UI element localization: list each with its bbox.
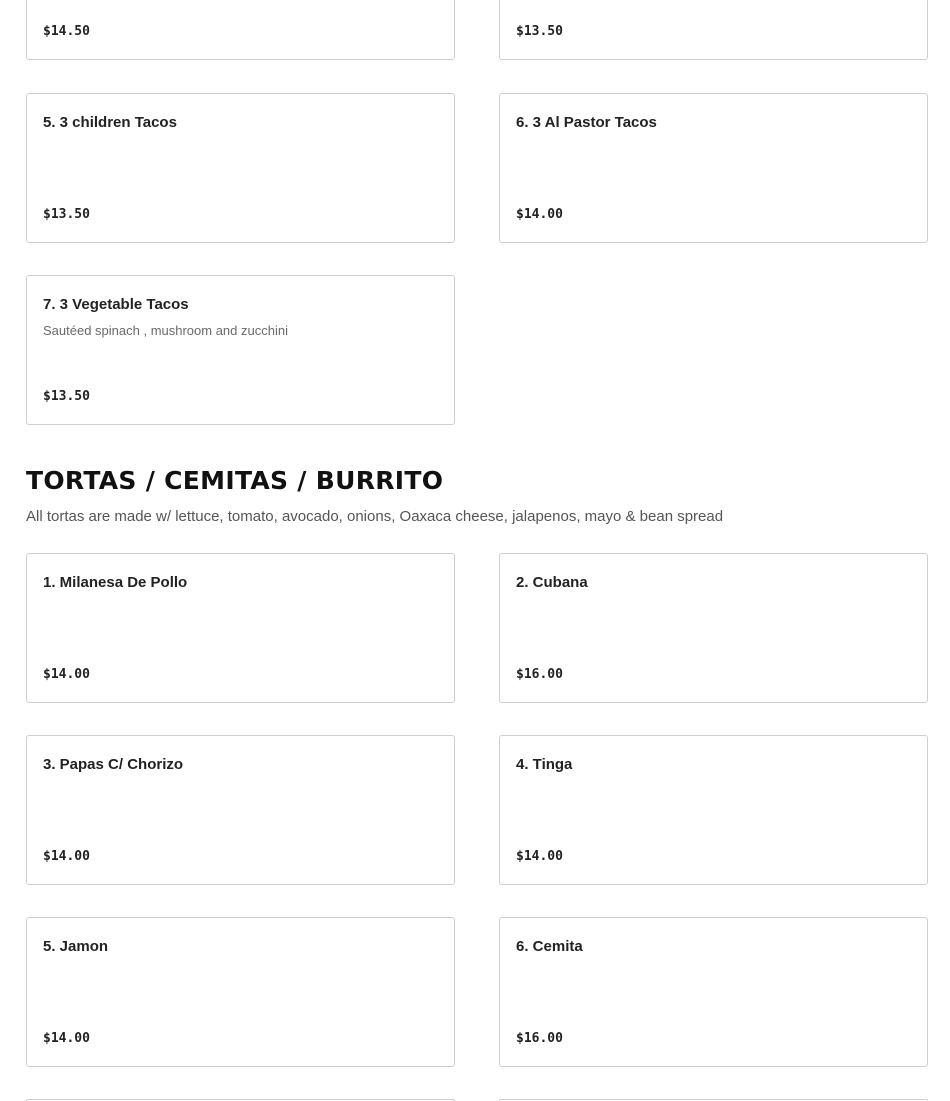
menu-item-name: 6. 3 Al Pastor Tacos (516, 114, 657, 131)
menu-item-price: $13.50 (43, 389, 90, 404)
menu-item-name: 5. 3 children Tacos (43, 114, 177, 131)
menu-item-name: 7. 3 Vegetable Tacos (43, 296, 189, 313)
menu-item-card[interactable] (26, 735, 455, 885)
menu-item-name: 5. Jamon (43, 938, 109, 955)
menu-item-name: 3. Papas C/ Chorizo (43, 756, 184, 773)
menu-item-price: $14.00 (43, 667, 90, 682)
menu-item-name: 2. Cubana (516, 574, 588, 591)
menu-item-name: 1. Milanesa De Pollo (43, 574, 188, 591)
menu-item-card[interactable] (499, 93, 928, 243)
menu-item-card[interactable] (499, 553, 928, 703)
menu-item-card[interactable] (26, 917, 455, 1067)
menu-item-price: $14.00 (516, 849, 563, 864)
menu-item-card[interactable] (499, 0, 928, 60)
menu-item-price: $16.00 (516, 1031, 563, 1046)
menu-item-card[interactable] (499, 735, 928, 885)
menu-item-card[interactable] (26, 553, 455, 703)
menu-item-card[interactable] (26, 0, 455, 60)
menu-item-description: Sautéed spinach , mushroom and zucchini (43, 323, 288, 338)
menu-item-price: $13.50 (43, 207, 90, 222)
menu-item-name: 4. Tinga (516, 756, 573, 773)
menu-item-name: 6. Cemita (516, 938, 583, 955)
menu-item-card[interactable] (26, 93, 455, 243)
menu-item-card[interactable] (499, 917, 928, 1067)
menu-item-price: $16.00 (516, 667, 563, 682)
section-title: TORTAS / CEMITAS / BURRITO (26, 466, 444, 495)
section-description: All tortas are made w/ lettuce, tomato, avocado, onions, Oaxaca cheese, jalapenos, mayo & bean spread (26, 508, 724, 525)
menu-item-price: $14.00 (43, 849, 90, 864)
menu-item-card[interactable] (26, 275, 455, 425)
menu-item-price: $14.00 (516, 207, 563, 222)
menu-item-price: $13.50 (516, 24, 563, 39)
menu-item-price: $14.50 (43, 24, 90, 39)
menu-item-price: $14.00 (43, 1031, 90, 1046)
